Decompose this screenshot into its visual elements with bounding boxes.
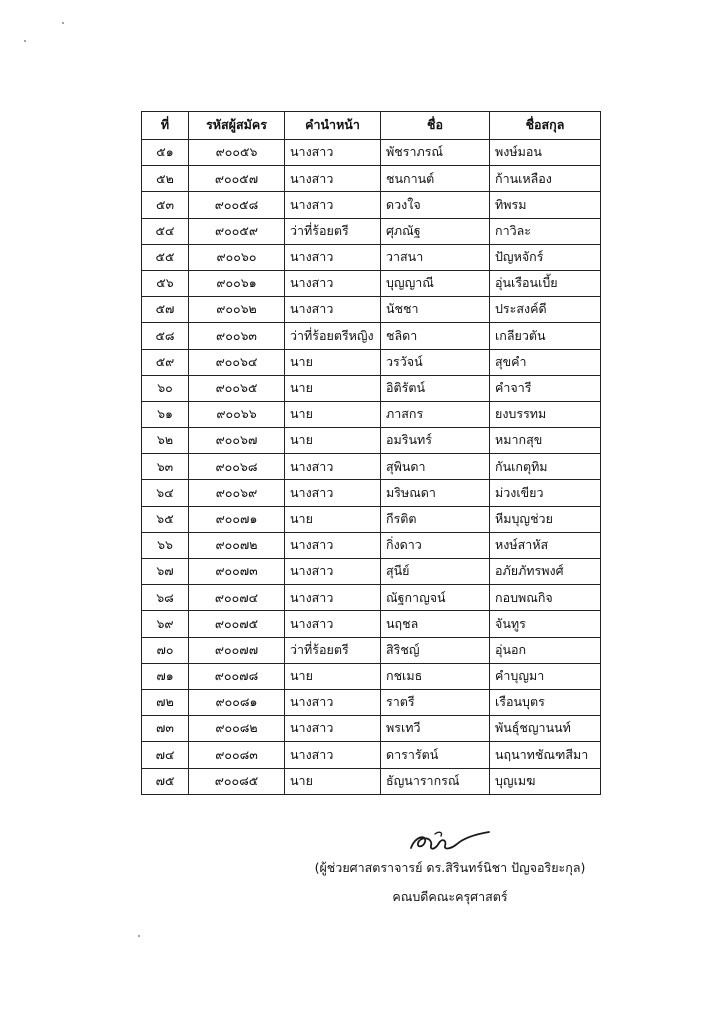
- name-prefix: นางสาว: [285, 689, 381, 715]
- first-name: สุนีย์: [381, 559, 490, 585]
- table-header-row: [142, 112, 601, 140]
- row-number: ๕๖: [142, 270, 189, 296]
- applicant-code: ๙๐๐๖๙: [189, 480, 285, 506]
- applicant-code: ๙๐๐๗๒: [189, 532, 285, 558]
- table-row: [142, 140, 601, 166]
- name-prefix: ว่าที่ร้อยตรีหญิง: [285, 323, 381, 349]
- row-number: ๗๑: [142, 663, 189, 689]
- row-number: ๕๘: [142, 323, 189, 349]
- table-row: [142, 559, 601, 585]
- table-row: [142, 768, 601, 794]
- name-prefix: นางสาว: [285, 480, 381, 506]
- row-number: ๖๐: [142, 375, 189, 401]
- signature-block: [300, 828, 600, 907]
- table-row: [142, 637, 601, 663]
- applicant-code: ๙๐๐๕๗: [189, 166, 285, 192]
- last-name: ม่วงเขียว: [490, 480, 601, 506]
- table-row: [142, 689, 601, 715]
- first-name: นัชชา: [381, 297, 490, 323]
- row-number: ๖๒: [142, 428, 189, 454]
- table-row: [142, 428, 601, 454]
- last-name: ปัญหจักร์: [490, 244, 601, 270]
- row-number: ๗๔: [142, 742, 189, 768]
- name-prefix: นางสาว: [285, 297, 381, 323]
- last-name: ก้านเหลือง: [490, 166, 601, 192]
- first-name: วาสนา: [381, 244, 490, 270]
- row-number: ๕๗: [142, 297, 189, 323]
- header-title: คำนำหน้า: [285, 112, 381, 140]
- name-prefix: นาย: [285, 401, 381, 427]
- header-first-name: ชื่อ: [381, 112, 490, 140]
- name-prefix: นาย: [285, 428, 381, 454]
- first-name: ธัญนารากรณ์: [381, 768, 490, 794]
- row-number: ๗๕: [142, 768, 189, 794]
- applicant-code: ๙๐๐๗๑: [189, 506, 285, 532]
- name-prefix: นางสาว: [285, 244, 381, 270]
- table-row: [142, 375, 601, 401]
- applicant-code: ๙๐๐๘๒: [189, 716, 285, 742]
- last-name: หีมบุญช่วย: [490, 506, 601, 532]
- first-name: วรวัจน์: [381, 349, 490, 375]
- table-row: [142, 270, 601, 296]
- table-row: [142, 244, 601, 270]
- applicant-code: ๙๐๐๖๘: [189, 454, 285, 480]
- last-name: อภัยภัทรพงศ์: [490, 559, 601, 585]
- first-name: อิติรัตน์: [381, 375, 490, 401]
- last-name: หมากสุข: [490, 428, 601, 454]
- last-name: สุขคำ: [490, 349, 601, 375]
- table-row: [142, 480, 601, 506]
- applicant-code: ๙๐๐๕๘: [189, 192, 285, 218]
- applicant-code: ๙๐๐๘๑: [189, 689, 285, 715]
- row-number: ๕๓: [142, 192, 189, 218]
- name-prefix: นางสาว: [285, 532, 381, 558]
- applicant-code: ๙๐๐๖๔: [189, 349, 285, 375]
- first-name: กิ่งดาว: [381, 532, 490, 558]
- table-row: [142, 323, 601, 349]
- row-number: ๖๘: [142, 585, 189, 611]
- last-name: อุ่นอก: [490, 637, 601, 663]
- row-number: ๕๔: [142, 218, 189, 244]
- table-row: [142, 349, 601, 375]
- name-prefix: นางสาว: [285, 192, 381, 218]
- last-name: กาวิละ: [490, 218, 601, 244]
- row-number: ๖๔: [142, 480, 189, 506]
- first-name: ดารารัตน์: [381, 742, 490, 768]
- header-code: รหัสผู้สมัคร: [189, 112, 285, 140]
- table-row: [142, 401, 601, 427]
- name-prefix: นางสาว: [285, 742, 381, 768]
- applicant-code: ๙๐๐๖๑: [189, 270, 285, 296]
- first-name: ดวงใจ: [381, 192, 490, 218]
- applicant-code: ๙๐๐๘๕: [189, 768, 285, 794]
- applicant-code: ๙๐๐๗๔: [189, 585, 285, 611]
- name-prefix: นาย: [285, 349, 381, 375]
- name-prefix: นางสาว: [285, 559, 381, 585]
- applicant-code: ๙๐๐๗๗: [189, 637, 285, 663]
- scan-speck: [24, 40, 26, 42]
- first-name: ศุภณัฐ: [381, 218, 490, 244]
- row-number: ๕๒: [142, 166, 189, 192]
- first-name: ชลิดา: [381, 323, 490, 349]
- first-name: พัชราภรณ์: [381, 140, 490, 166]
- name-prefix: นางสาว: [285, 140, 381, 166]
- name-prefix: นางสาว: [285, 611, 381, 637]
- last-name: บุญเมฆ: [490, 768, 601, 794]
- last-name: ยงบรรทม: [490, 401, 601, 427]
- row-number: ๖๙: [142, 611, 189, 637]
- first-name: บุญญาณี: [381, 270, 490, 296]
- signatory-name: (ผู้ช่วยศาสตราจารย์ ดร.สิรินทร์นิชา ปัญจอริยะกุล): [314, 860, 586, 875]
- table-row: [142, 454, 601, 480]
- header-no: ที่: [142, 112, 189, 140]
- row-number: ๖๖: [142, 532, 189, 558]
- last-name: ประสงค์ดี: [490, 297, 601, 323]
- applicant-code: ๙๐๐๗๕: [189, 611, 285, 637]
- table-row: [142, 166, 601, 192]
- first-name: มริษณดา: [381, 480, 490, 506]
- name-prefix: นางสาว: [285, 270, 381, 296]
- last-name: พันธุ์ชญานนท์: [490, 716, 601, 742]
- first-name: ชนกานต์: [381, 166, 490, 192]
- name-prefix: นาย: [285, 375, 381, 401]
- row-number: ๗๓: [142, 716, 189, 742]
- last-name: พงษ์มอน: [490, 140, 601, 166]
- row-number: ๕๑: [142, 140, 189, 166]
- name-prefix: นางสาว: [285, 166, 381, 192]
- table-row: [142, 585, 601, 611]
- first-name: ณัฐกาญจน์: [381, 585, 490, 611]
- table-row: [142, 297, 601, 323]
- table-row: [142, 218, 601, 244]
- applicant-code: ๙๐๐๖๖: [189, 401, 285, 427]
- applicant-table: [141, 111, 601, 795]
- last-name: อุ่นเรือนเบี้ย: [490, 270, 601, 296]
- first-name: พรเทวี: [381, 716, 490, 742]
- last-name: หงษ์สาหัส: [490, 532, 601, 558]
- first-name: กีรติต: [381, 506, 490, 532]
- row-number: ๗๒: [142, 689, 189, 715]
- row-number: ๕๕: [142, 244, 189, 270]
- scan-speck: [62, 22, 64, 24]
- table-row: [142, 192, 601, 218]
- name-prefix: ว่าที่ร้อยตรี: [285, 218, 381, 244]
- last-name: คำบุญมา: [490, 663, 601, 689]
- applicant-code: ๙๐๐๕๖: [189, 140, 285, 166]
- applicant-code: ๙๐๐๕๙: [189, 218, 285, 244]
- first-name: ราตรี: [381, 689, 490, 715]
- last-name: เกลียวตัน: [490, 323, 601, 349]
- row-number: ๖๑: [142, 401, 189, 427]
- table-row: [142, 506, 601, 532]
- row-number: ๖๓: [142, 454, 189, 480]
- applicant-code: ๙๐๐๖๗: [189, 428, 285, 454]
- applicant-code: ๙๐๐๗๓: [189, 559, 285, 585]
- row-number: ๗๐: [142, 637, 189, 663]
- name-prefix: นางสาว: [285, 454, 381, 480]
- name-prefix: นางสาว: [285, 585, 381, 611]
- table-row: [142, 742, 601, 768]
- applicant-code: ๙๐๐๖๒: [189, 297, 285, 323]
- applicant-code: ๙๐๐๗๘: [189, 663, 285, 689]
- table-row: [142, 716, 601, 742]
- name-prefix: นาย: [285, 663, 381, 689]
- row-number: ๖๗: [142, 559, 189, 585]
- name-prefix: นาย: [285, 506, 381, 532]
- name-prefix: นาย: [285, 768, 381, 794]
- applicant-code: ๙๐๐๘๓: [189, 742, 285, 768]
- last-name: เรือนบุตร: [490, 689, 601, 715]
- last-name: กันเกตุทิม: [490, 454, 601, 480]
- table-row: [142, 611, 601, 637]
- first-name: สุพินดา: [381, 454, 490, 480]
- applicant-code: ๙๐๐๖๕: [189, 375, 285, 401]
- name-prefix: ว่าที่ร้อยตรี: [285, 637, 381, 663]
- last-name: จันทูร: [490, 611, 601, 637]
- first-name: ภาสกร: [381, 401, 490, 427]
- first-name: สิริชญ์: [381, 637, 490, 663]
- name-prefix: นางสาว: [285, 716, 381, 742]
- header-last-name: ชื่อสกุล: [490, 112, 601, 140]
- applicant-code: ๙๐๐๖๐: [189, 244, 285, 270]
- applicant-code: ๙๐๐๖๓: [189, 323, 285, 349]
- first-name: นฤชล: [381, 611, 490, 637]
- table-row: [142, 663, 601, 689]
- last-name: กอบพณกิจ: [490, 585, 601, 611]
- last-name: คำจารี: [490, 375, 601, 401]
- first-name: กชเมธ: [381, 663, 490, 689]
- row-number: ๕๙: [142, 349, 189, 375]
- last-name: นฤนาทชัณฑสีมา: [490, 742, 601, 768]
- first-name: อมรินทร์: [381, 428, 490, 454]
- table-row: [142, 532, 601, 558]
- signatory-position: คณบดีคณะครุศาสตร์: [392, 889, 508, 904]
- scan-speck: [138, 935, 140, 937]
- row-number: ๖๕: [142, 506, 189, 532]
- signature-mark: [405, 828, 495, 856]
- last-name: ทิพรม: [490, 192, 601, 218]
